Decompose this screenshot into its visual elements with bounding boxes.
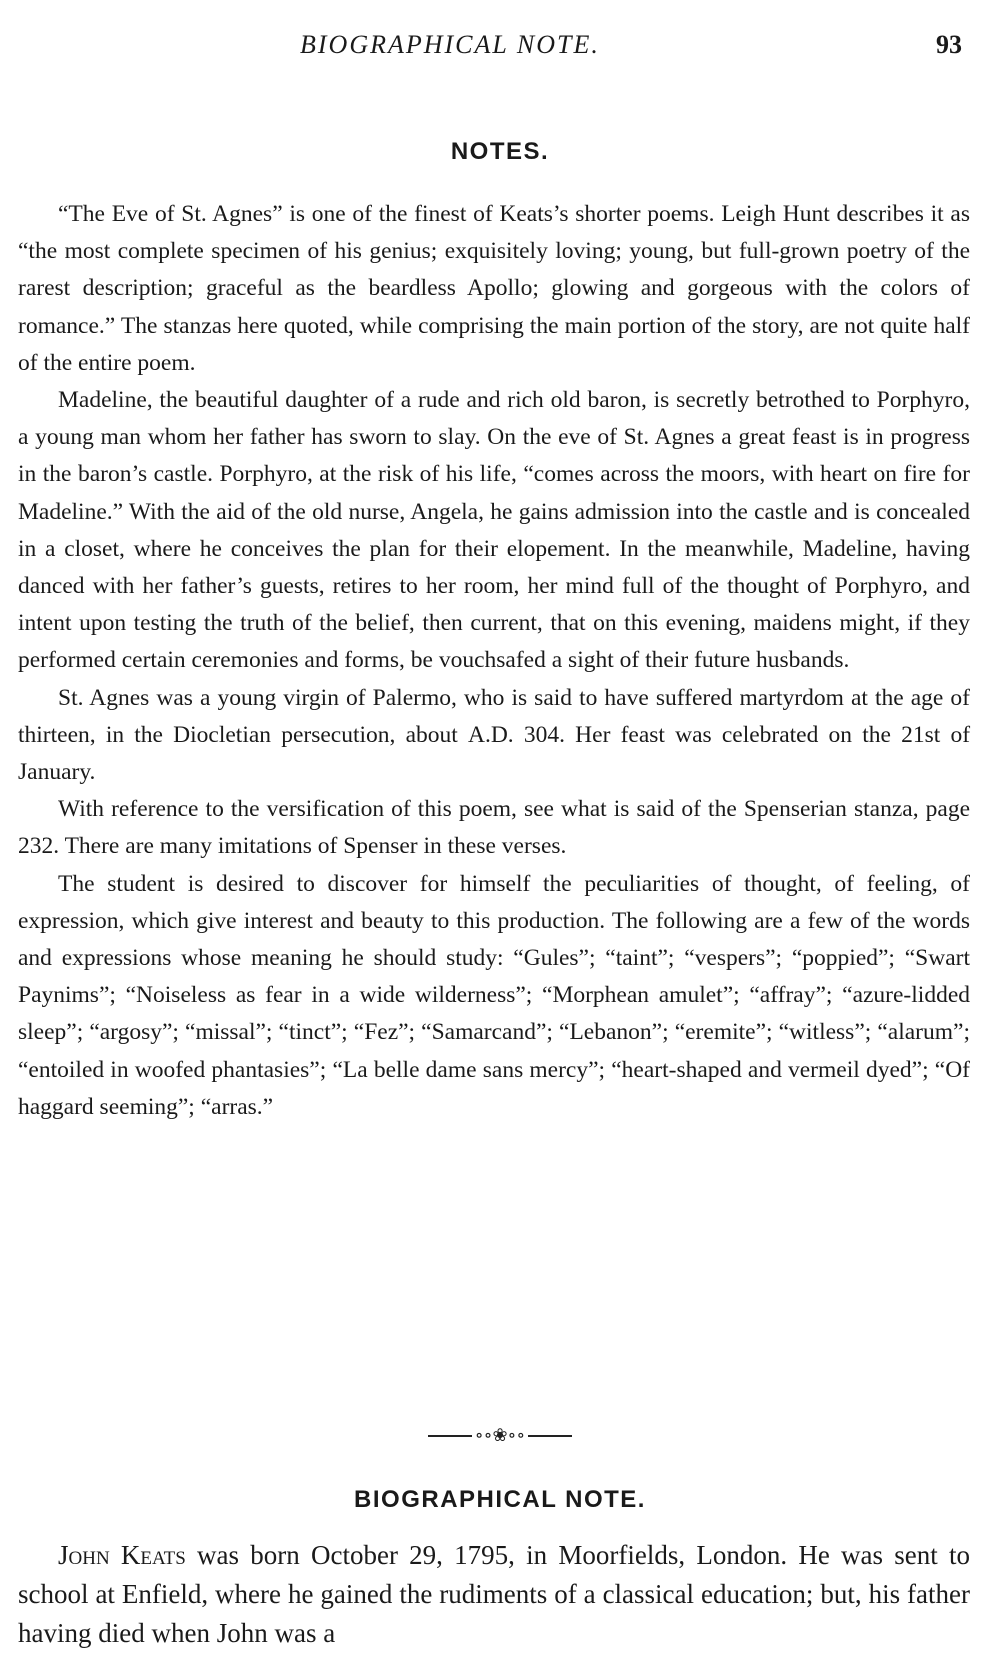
ornament-knot: ∘∘❀∘∘ <box>474 1425 526 1446</box>
author-name: John Keats <box>58 1540 186 1570</box>
notes-paragraph: Madeline, the beautiful daughter of a rude and rich old baron, is secretly betrothed to Porphyro, a young man whom her father has sworn to slay. On the eve of St. Agnes a great feast is in progress in the baron’s castle. Porphyro, at the risk of his life, “comes across the moors, with heart on fire for Madeline.” With the aid of the old nurse, Angela, he gains admission into the castle and is concealed in a closet, where he conceives the plan for their elopement. In the meanwhile, Madeline, having danced with her father’s guests, retires to her room, her mind full of the thought of Porphyro, and intent upon testing the truth of the belief, then current, that on this evening, maidens might, if they performed certain ceremonies and forms, be vouchsafed a sight of their future husbands. <box>18 387 970 674</box>
notes-paragraph: The student is desired to discover for himself the peculiarities of thought, of feeling, of expression, which give interest and beauty to this production. The following are a few of the words and expressions whose meaning he should study: “Gules”; “taint”; “vespers”; “poppied”; “Swart Paynims”; “Noiseless as fear in a wide wilderness”; “Morphean amulet”; “affray”; “azure-lidded sleep”; “argosy”; “missal”; “tinct”; “Fez”; “Samarcand”; “Lebanon”; “eremite”; “witless”; “alarum”; “entoiled in woofed phantasies”; “La belle dame sans mercy”; “heart-shaped and vermeil dyed”; “Of haggard seeming”; “arras.” <box>18 870 970 1120</box>
notes-paragraph: “The Eve of St. Agnes” is one of the finest of Keats’s shorter poems. Leigh Hunt describes it as “the most complete specimen of his genius; exquisitely loving; young, but full-grown poetry of the rarest description; graceful as the beardless Apollo; glowing and gorgeous with the colors of romance.” The stanzas here quoted, while comprising the main portion of the story, are not quite half of the entire poem. <box>18 201 970 376</box>
biography-text: was born October 29, 1795, in Moorfields, London. He was sent to school at Enfield, where he gained the rudiments of a classical education; but, his father having died when John was a <box>18 1540 970 1648</box>
notes-paragraph-text: St. Agnes was a young virgin of Palermo, who is said to have suffered martyrdom at the age of thirteen, in the Diocletian persecution, about <box>18 684 970 748</box>
notes-paragraph: With reference to the versification of this poem, see what is said of the Spenserian stanza, page 232. There are many imitations of Spenser in these verses. <box>18 796 970 860</box>
biographical-note-heading: BIOGRAPHICAL NOTE. <box>354 1486 646 1513</box>
ornament-rule-left <box>428 1435 472 1437</box>
notes-heading: NOTES. <box>450 138 550 165</box>
notes-paragraph-tail: 304. Her feast was celebrated on the 21st of January. <box>18 721 971 786</box>
running-head <box>0 30 1000 70</box>
ornament-divider <box>0 1424 1000 1446</box>
page-number: 93 <box>936 30 962 59</box>
running-title: BIOGRAPHICAL NOTE. <box>300 30 600 59</box>
ornament-rule-right <box>528 1435 572 1437</box>
notes-body <box>18 196 970 1126</box>
era-abbreviation: A.D. <box>467 721 514 748</box>
biography-body <box>18 1536 970 1653</box>
biography-paragraph <box>18 1536 970 1653</box>
notes-paragraph-st-agnes <box>18 680 970 792</box>
